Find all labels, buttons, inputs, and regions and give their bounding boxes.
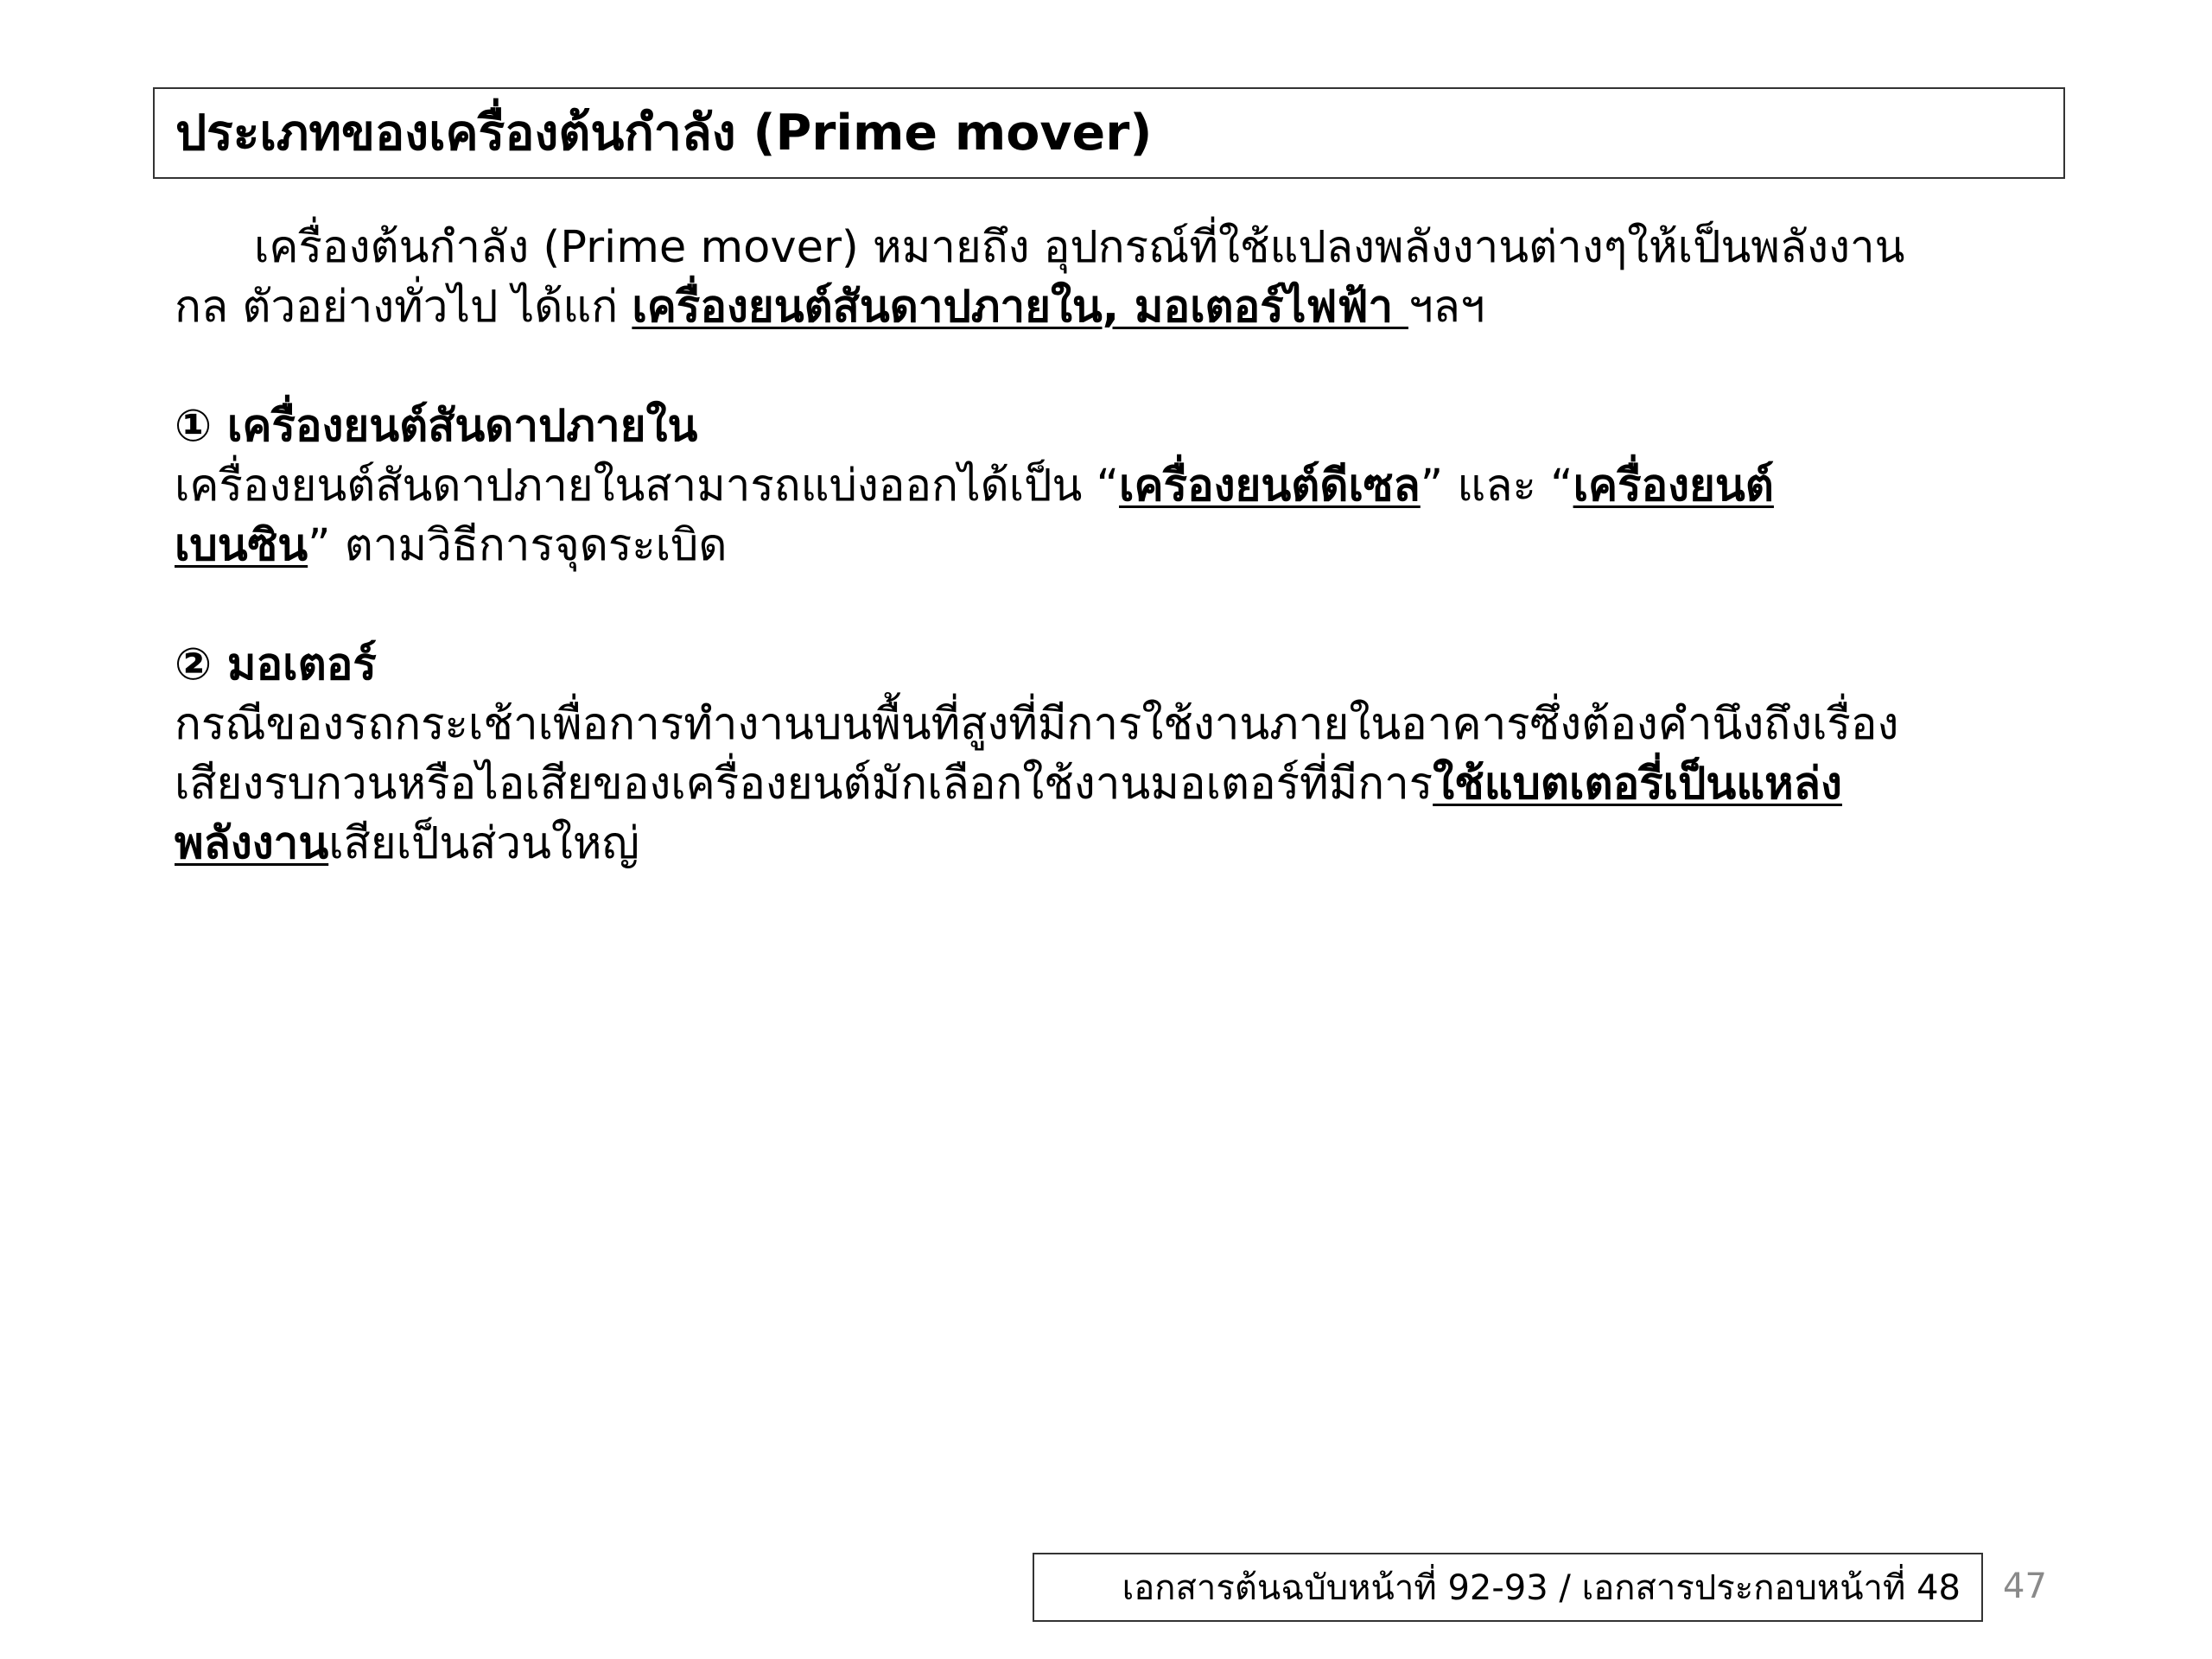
section1-line-1: [175, 456, 2032, 516]
section2-line-2: [175, 754, 2032, 814]
section2-text-3-suffix: เสียเป็นส่วนใหญ่: [328, 818, 639, 869]
spacer: [175, 337, 2032, 397]
section1-line-2: [175, 516, 2032, 575]
section1-emphasis-gasoline-part2: เบนซิน: [175, 520, 308, 571]
intro-text-2-suffix: ฯลฯ: [1408, 282, 1485, 333]
section1-text-prefix: เครื่องยนต์สันดาปภายในสามารถแบ่งออกได้เป็น “: [175, 461, 1120, 512]
footer-reference: เอกสารต้นฉบับหน้าที่ 92-93 / เอกสารประกอบหน้าที่ 48: [1122, 1568, 1961, 1608]
section1-text-mid: ” และ “: [1420, 461, 1573, 512]
intro-text-1: เครื่องต้นกำลัง (Prime mover) หมายถึง อุปกรณ์ที่ใช้แปลงพลังงานต่างๆให้เป็นพลังงาน: [254, 222, 1905, 273]
section1-emphasis-gasoline-part1: เครื่องยนต์: [1573, 461, 1774, 512]
section1-text-suffix: ” ตามวิธีการจุดระเบิด: [308, 520, 728, 571]
intro-text-2-prefix: กล ตัวอย่างทั่วไป ได้แก่: [175, 282, 632, 333]
section1-emphasis-diesel: เครื่องยนต์ดีเซล: [1119, 461, 1421, 512]
content-body: [175, 218, 2032, 874]
intro-line-2: [175, 277, 2032, 337]
section2-text-2-prefix: เสียงรบกวนหรือไอเสียของเครื่องยนต์มักเลือกใช้งานมอเตอร์ที่มีการ: [175, 759, 1433, 810]
section2-line-1: [175, 695, 2032, 754]
section2-heading-line: [175, 635, 2032, 695]
page-number: 47: [2003, 1567, 2047, 1606]
title-box: [153, 87, 2065, 179]
section2-emphasis-part1: ใช้แบตเตอรี่เป็นแหล่ง: [1433, 759, 1842, 810]
page-title: ประเภทของเครื่องต้นกำลัง (Prime mover): [175, 104, 1153, 162]
section1-heading-line: [175, 397, 2032, 456]
section2-text-1: กรณีของรถกระเช้าเพื่อการทำงานบนพื้นที่สูงที่มีการใช้งานภายในอาคารซึ่งต้องคำนึงถึงเรื่อง: [175, 699, 1899, 750]
intro-line-1: [175, 218, 2032, 277]
section2-emphasis-part2: พลังงาน: [175, 818, 329, 869]
spacer: [175, 575, 2032, 635]
section2-line-3: [175, 814, 2032, 874]
section2-heading: ② มอเตอร์: [175, 639, 377, 690]
footer-reference-box: [1033, 1553, 1983, 1622]
section1-heading: ① เครื่องยนต์สันดาปภายใน: [175, 401, 698, 452]
intro-emphasis: เครื่องยนต์สันดาปภายใน, มอเตอร์ไฟฟ้า: [632, 282, 1408, 333]
